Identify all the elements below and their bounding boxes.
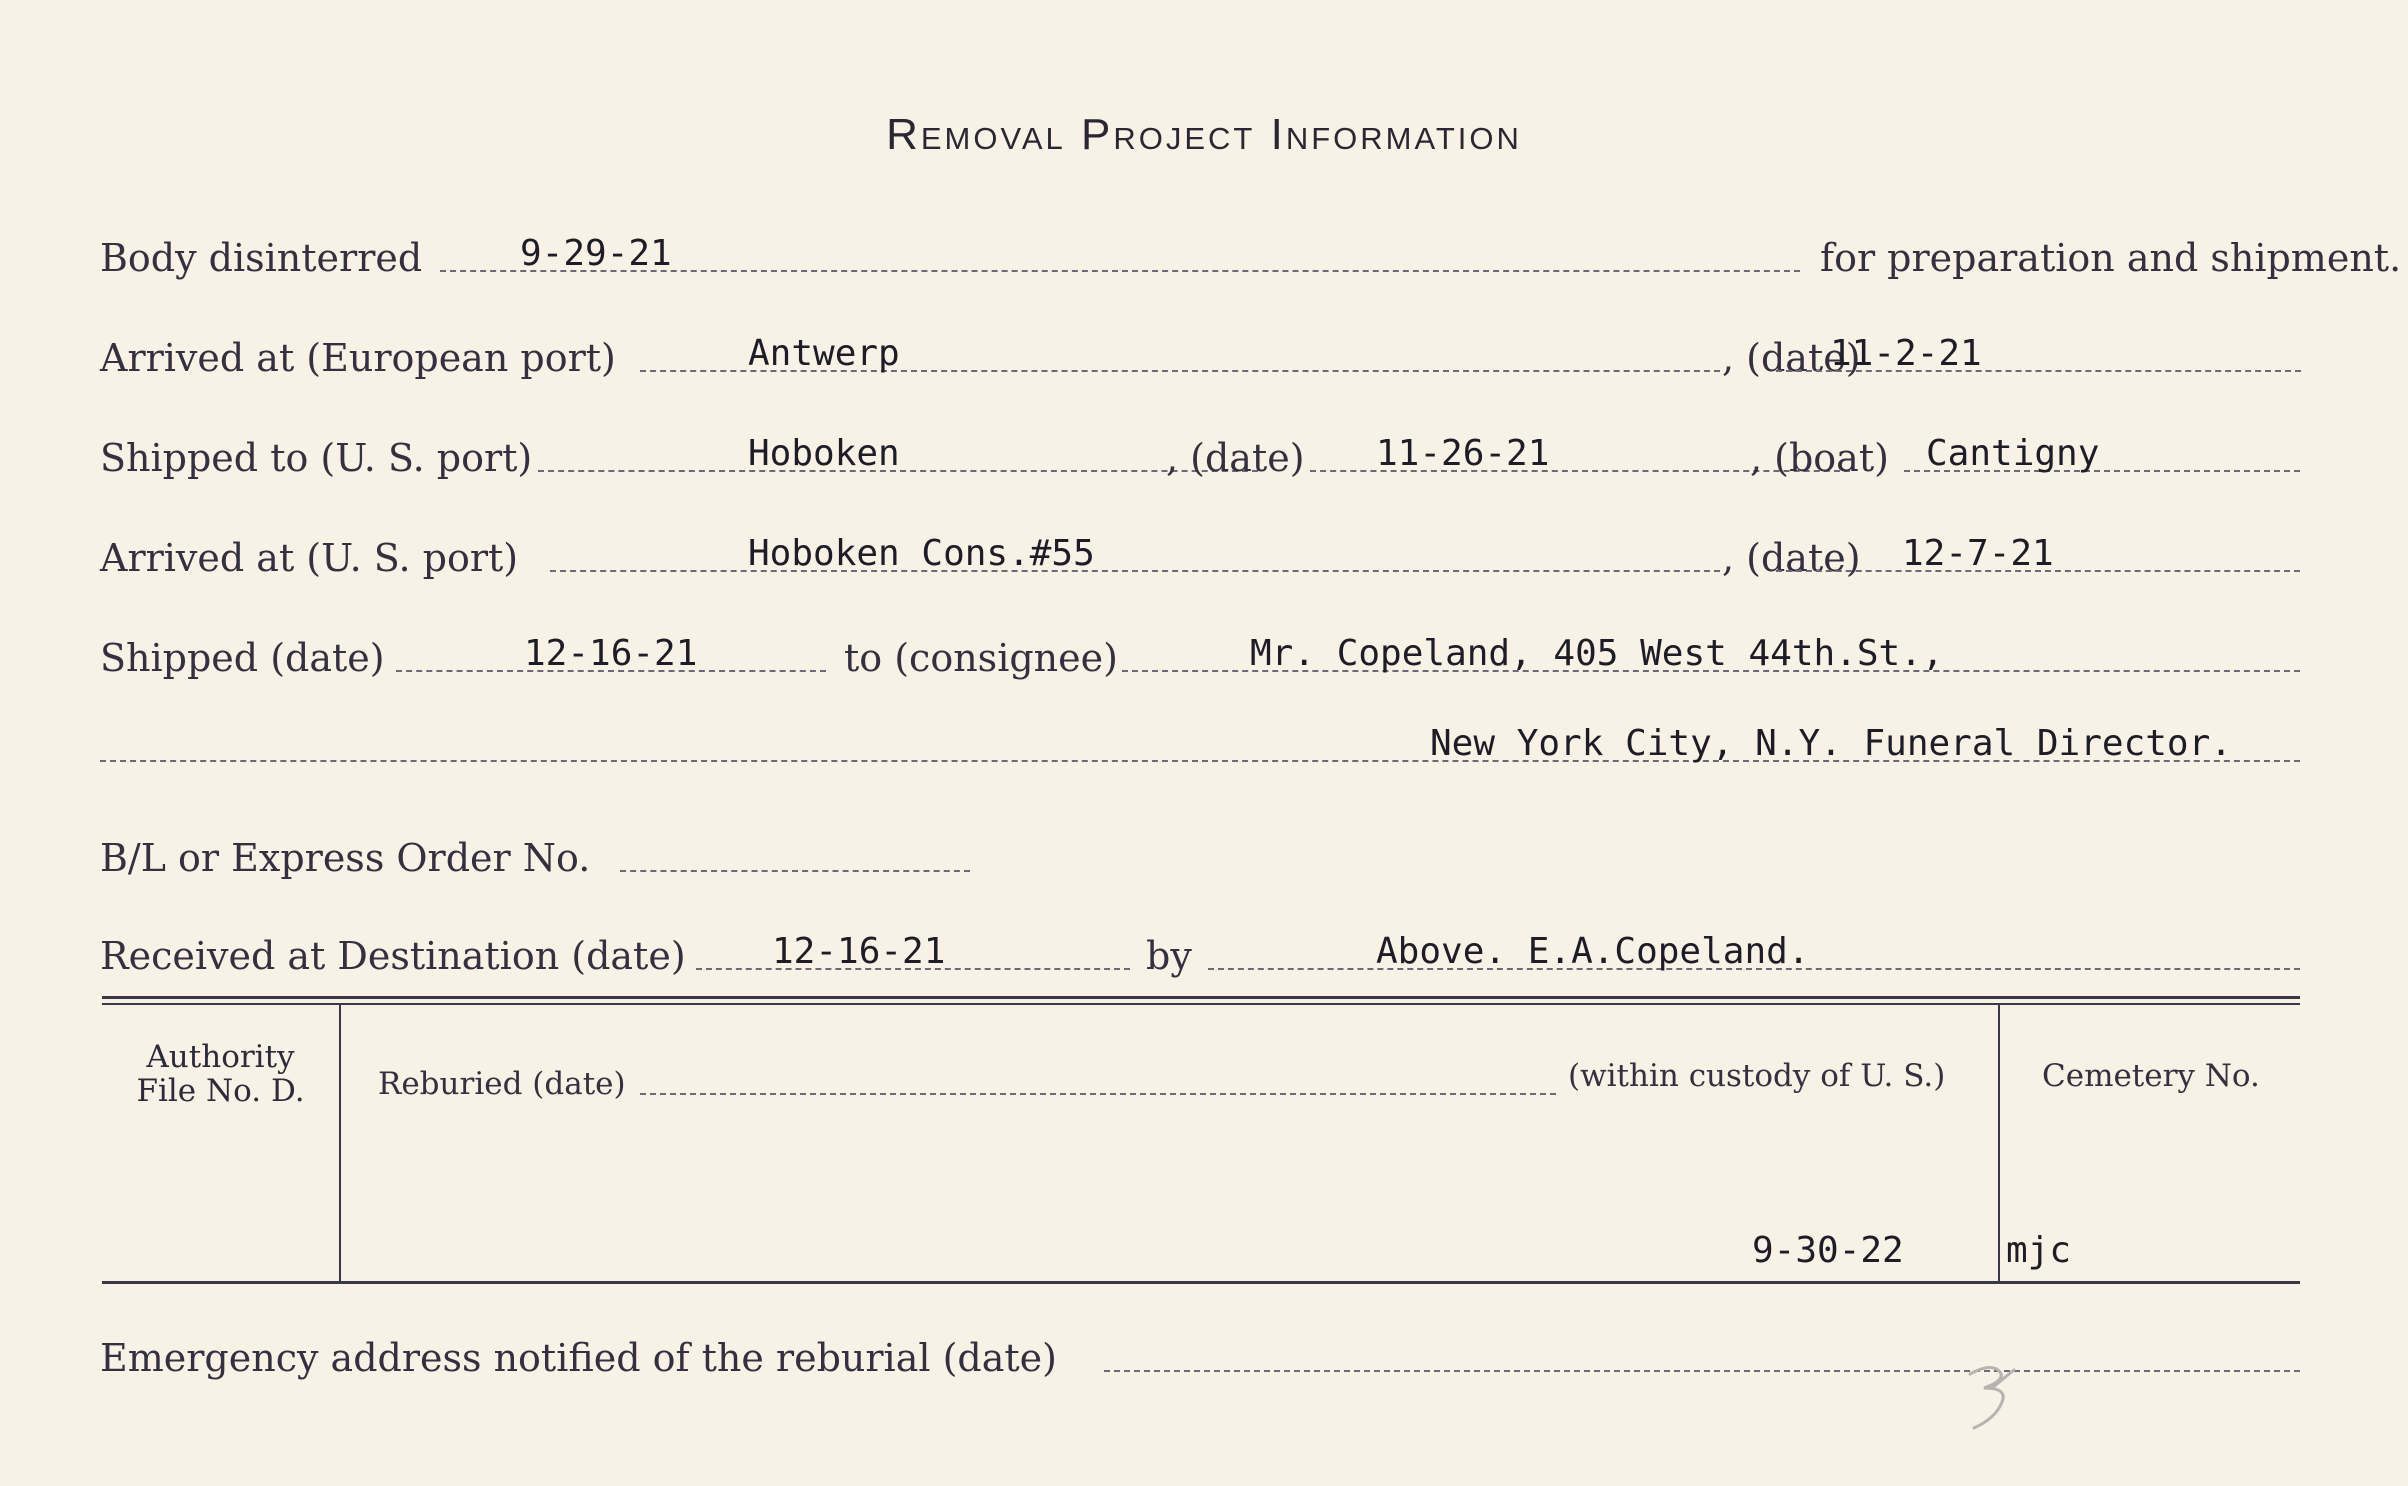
consignee-label: to (consignee) xyxy=(844,636,1118,680)
shipped-value: 12-16-21 xyxy=(524,633,698,674)
arrived-us-value: Hoboken Cons.#55 xyxy=(748,533,1095,574)
authority-label-2: File No. D. xyxy=(136,1073,305,1109)
shipped-us-label: Shipped to (U. S. port) xyxy=(100,436,533,480)
european-port-date-label: , (date) xyxy=(1722,336,1861,380)
row-european-port xyxy=(100,320,2300,380)
authority-label-1: Authority xyxy=(146,1039,295,1075)
shipped-us-date-label: , (date) xyxy=(1166,436,1305,480)
bl-line xyxy=(620,870,970,872)
received-label: Received at Destination (date) xyxy=(100,934,686,978)
bl-label: B/L or Express Order No. xyxy=(100,836,591,880)
arrived-us-date-label: , (date) xyxy=(1722,536,1861,580)
table-divider-right xyxy=(1998,1005,2000,1281)
shipped-us-boat-label: , (boat) xyxy=(1750,436,1889,480)
row-arrived-us xyxy=(100,520,2300,580)
card-title: Removal Project Information xyxy=(886,110,1522,159)
arrived-us-label: Arrived at (U. S. port) xyxy=(100,536,519,580)
emergency-line xyxy=(1104,1370,2300,1372)
custody-label: (within custody of U. S.) xyxy=(1568,1058,1946,1094)
reburied-line xyxy=(640,1093,1556,1095)
table-top-rule-2 xyxy=(102,1003,2300,1005)
initials: mjc xyxy=(2006,1230,2072,1271)
table-bottom-rule xyxy=(102,1281,2300,1284)
arrived-us-line xyxy=(550,570,1720,572)
european-port-date-value: 11-2-21 xyxy=(1830,333,1982,374)
table-top-rule-1 xyxy=(102,996,2300,999)
row-bl xyxy=(100,820,2300,880)
european-port-value: Antwerp xyxy=(748,333,900,374)
row-disinterred xyxy=(100,220,2402,280)
disinterred-label: Body disinterred xyxy=(100,236,423,280)
disinterred-value: 9-29-21 xyxy=(520,233,672,274)
arrived-us-date-value: 12-7-21 xyxy=(1902,533,2054,574)
european-port-label: Arrived at (European port) xyxy=(100,336,616,380)
reburied-label: Reburied (date) xyxy=(378,1066,626,1102)
stamp-date: 9-30-22 xyxy=(1752,1230,1904,1271)
consignee-value: Mr. Copeland, 405 West 44th.St., xyxy=(1250,633,1944,674)
received-value: 12-16-21 xyxy=(772,931,946,972)
row-consignee-continued xyxy=(100,710,2300,770)
received-by-label: by xyxy=(1146,934,1192,978)
received-by-value: Above. E.A.Copeland. xyxy=(1376,931,1810,972)
row-shipped-us xyxy=(100,420,2300,480)
pencil-mark-icon xyxy=(1962,1358,2022,1438)
shipped-label: Shipped (date) xyxy=(100,636,385,680)
shipped-us-boat-value: Cantigny xyxy=(1926,433,2100,474)
shipped-us-value: Hoboken xyxy=(748,433,900,474)
table-divider-left xyxy=(339,1005,341,1281)
row-shipped xyxy=(100,620,2300,680)
row-received xyxy=(100,918,2300,978)
shipped-us-date-value: 11-26-21 xyxy=(1376,433,1550,474)
disinterred-suffix: for preparation and shipment. xyxy=(1820,236,2402,280)
emergency-label: Emergency address notified of the reburial (date) xyxy=(100,1336,1057,1380)
authority-cell xyxy=(102,1040,339,1108)
cemetery-label: Cemetery No. xyxy=(2042,1058,2260,1094)
consignee-line2-value: New York City, N.Y. Funeral Director. xyxy=(1430,723,2232,764)
